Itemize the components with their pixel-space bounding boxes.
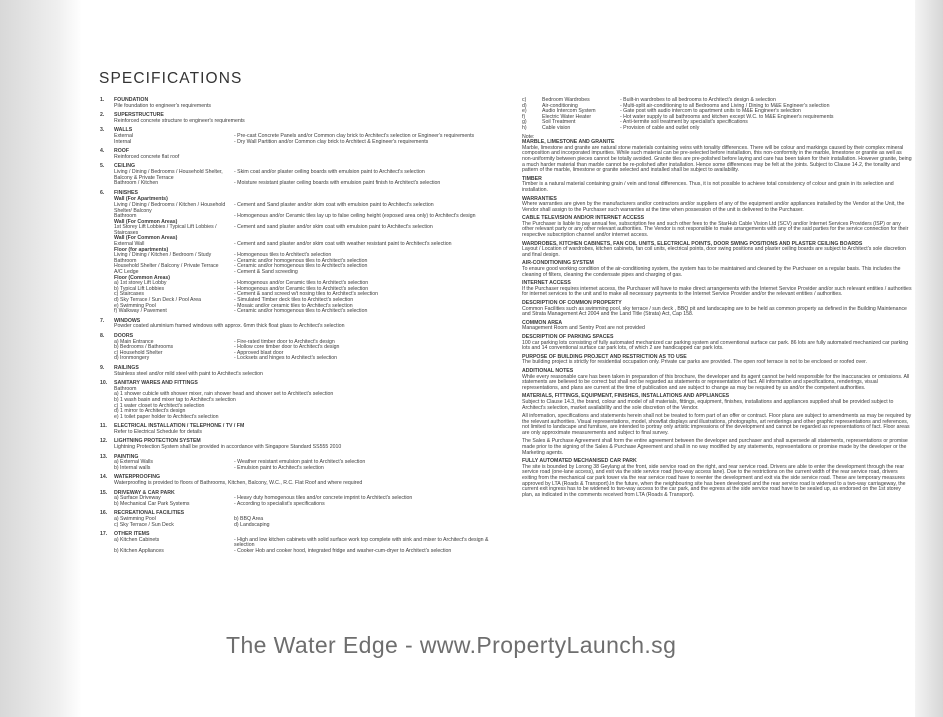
spec-row-label: Living / Dining / Bedrooms / Kitchen / Household Shelter/ Balcony [114, 201, 226, 214]
spec-row-label: b) Kitchen Appliances [114, 547, 164, 554]
spec-row-value: d) Landscaping [234, 521, 270, 528]
note-heading: FULLY AUTOMATED MECHANISED CAR PARK [522, 458, 637, 465]
spec-rows [100, 538, 510, 555]
note-text: If the Purchaser requires internet access, the Purchaser will have to make direct arrangements with the Internet Service Provider and/or such relevant entities / authorities for internet services to the unit and to make all necessary payments to the Internet Service Provider and/or the relevant entities / authorities. [522, 285, 912, 298]
other-item-letter: d) [522, 102, 527, 109]
spec-row-label: a) 1st storey Lift Lobby [114, 280, 167, 287]
note-text: Where warranties are given by the manufacturers and/or contractors and/or suppliers of any of the equipment and/or appliances installed by the Vendor at the Unit, the Vendor shall assign to the Purchaser such warranties at the time when possession of the unit is delivered to the Purchaser. [522, 201, 905, 213]
spec-text: Refer to Electrical Schedule for details [114, 428, 202, 435]
spec-text: Lightning Protection System shall be provided in accordance with Singapore Standard SS555 2010 [114, 444, 342, 451]
spec-row-value: - Locksets and hinges to Architect's selection [234, 355, 338, 362]
spec-rows [100, 340, 510, 362]
other-item-value: - Gate post with audio intercom to apartment units to M&E Engineer's selection [620, 108, 801, 115]
spec-row-value: - Heavy duty homogenous tiles and/or concrete imprint to Architect's selection [234, 495, 413, 502]
spec-number: 16. [100, 510, 108, 517]
spec-item [100, 98, 510, 109]
spec-row-value: - Homogenous and/or Ceramic tiles lay up to false ceiling height (exposed area only) to Architect's design [234, 213, 476, 220]
other-item-value: - Anti-termite soil treatment by specialist's specifications [620, 119, 748, 126]
spec-row-label: c) Sky Terrace / Sun Deck [114, 521, 174, 528]
note-text: Subject to Clause 14.3, the brand, colour and model of all materials, fittings, equipment, finishes, installations and appliances supplied shall be provided subject to Architect's selection, market availability and the sole discretion of the Vendor. [522, 398, 894, 411]
spec-number: 13. [100, 453, 108, 460]
spec-title: ELECTRICAL INSTALLATION / TELEPHONE / TV / FM [114, 423, 245, 430]
spec-text: Reinforced concrete flat roof [114, 153, 180, 160]
spec-row-value: - Weather resistant emulsion paint to Architect's selection [234, 459, 366, 466]
spec-row-label: a) Surface Driveway [114, 495, 161, 502]
spec-row-label: e) Swimming Pool [114, 302, 156, 309]
note-heading: AIR-CONDITIONING SYSTEM [522, 260, 594, 267]
specifications-left-column [100, 98, 510, 559]
note-text: Timber is a natural material containing grain / vein and tonal differences. Thus, it is not possible to achieve total consistency of colour and grain in its selection and installation. [522, 181, 894, 193]
spec-subheading: Wall (For Apartments) [114, 196, 168, 203]
spec-row-value: - Pre-cast Concrete Panels and/or Common clay brick to Architect's selection or Engineer's requirements [234, 132, 475, 139]
spec-item [100, 164, 510, 186]
spec-row-value: - Hollow core timber door to Architect's design [234, 344, 340, 351]
spec-rows [100, 460, 510, 471]
spec-row-label: Bathroom / Kitchen [114, 180, 159, 187]
spec-row [114, 502, 510, 508]
spec-number: 3. [100, 127, 105, 134]
page-title: SPECIFICATIONS [99, 70, 243, 87]
spec-item [100, 475, 510, 486]
note-text: 100 car parking lots consisting of fully automated mechanized car parking system and conventional surface car park. 86 lots are fully automated mechanized car parking lots and 14 conventional surface car park lots, of which 2 are handicapped car park lots. [522, 339, 909, 352]
notes-sections [522, 140, 912, 498]
note-text: Marble, limestone and granite are natural stone materials containing veins with tonality differences. There will be colour and markings caused by their complex mineral composition and incorporated impurities. While such material can be pre-selected before installation, this non-conformity in the marble, limestone or granite as well as non-uniformity between pieces cannot be totally avoided. Granite tiles are pre-polished before laying and care has been taken for their installation. However granite, being a much harder material than marble cannot be re-polished after installation. Hence some differences may be felt at the joints. Subject to Clause 14.2, the tonality and pattern of the marble, limestone or granite selected and installed shall be subject to availability. [522, 144, 912, 174]
note-section [522, 459, 912, 498]
spec-row-value: - Mosaic and/or ceramic tiles to Architect's selection [234, 302, 353, 309]
spec-rows [100, 203, 510, 315]
spec-row-label: c) Staircases [114, 291, 144, 298]
spec-number: 11. [100, 423, 107, 430]
note-heading: TIMBER [522, 175, 542, 182]
spec-row-label: b) Internal walls [114, 464, 151, 471]
spec-number: 10. [100, 380, 108, 387]
spec-text: Powder coated aluminium framed windows with approx. 6mm thick float glass to Architect's selection [114, 323, 345, 330]
spec-row-value: - Cement and Sand plaster and/or skim coat with emulsion paint to Architect's selection [234, 201, 434, 208]
spec-row-value: - Homogenous tiles to Architect's selection [234, 252, 332, 259]
note-section [522, 140, 912, 174]
spec-row-value: - Cement and sand plaster and/or skim coat with emulsion paint to Architect's selection [234, 224, 433, 231]
note-section [522, 177, 912, 194]
spec-row-value: - Ceramic and/or homogenous tiles to Architect's selection [234, 263, 368, 270]
spec-row [114, 181, 510, 187]
spec-row-label: Living / Dining / Bedrooms / Household Shelter, Balcony & Private Terrace [114, 168, 223, 181]
spec-title: SANITARY WARES AND FITTINGS [114, 380, 198, 387]
other-item-value: - Provision of cable and outlet only [620, 124, 700, 131]
spec-item [100, 191, 510, 315]
spec-item [100, 439, 510, 450]
spec-number: 4. [100, 148, 105, 155]
spec-item [100, 455, 510, 472]
spec-number: 17. [100, 531, 108, 538]
spec-row-label: Internal [114, 138, 132, 145]
note-text: All information, specifications and statements herein shall not be treated to form part of an offer or contract. Floor plans are subject to amendments as may be required by the relevant authorities. Visual representations, model, showflat displays and illustrations, photographs, art renderings and other graphic representations and references, not limited to landscape and furniture, are intended to portray only artistic impressions of the development and cannot be regarded as representations of fact. Floor areas are only approximate measurements and subject to final survey. [522, 413, 912, 436]
spec-title: RAILINGS [114, 364, 139, 371]
note-section [522, 414, 912, 436]
note-heading: WARDROBES, KITCHEN CABINETS, FAN COIL UNITS, ELECTRICAL POINTS, DOOR SWING POSITIONS AND PLASTER CEILING BOARDS [522, 240, 863, 247]
spec-number: 1. [100, 97, 105, 103]
note-text: The Sales & Purchase Agreement shall form the entire agreement between the developer and purchaser and shall supersede all statements, representations or promise made prior to the signing of the Sales & Purchase Agreement and shall in no way modified by any statements, representations or promise made by the developer or the Marketing agents. [522, 438, 908, 456]
spec-row-value: - High and low kitchen cabinets with solid surface work top complete with sink and mixer to Architect's design & selection [234, 536, 489, 549]
note-heading: MATERIALS, FITTINGS, EQUIPMENT, FINISHES, INSTALLATIONS AND APPLIANCES [522, 393, 730, 400]
other-item-letter: h) [522, 124, 527, 131]
spec-text: Pile foundation to engineer's requirements [114, 102, 212, 109]
spec-row-label: d) Sky Terrace / Sun Deck / Pool Area [114, 297, 201, 303]
spec-row-value: - Emulsion paint to Architect's selection [234, 464, 324, 471]
spec-row-value: - Cement & sand screed w/t nosing tiles to Architect's selection [234, 291, 379, 298]
other-item-row [522, 126, 912, 132]
spec-number: 2. [100, 112, 105, 119]
spec-row-label: A/C Ledge [114, 269, 139, 276]
spec-row-label: a) Swimming Pool [114, 516, 156, 522]
note-section [522, 335, 912, 352]
spec-row-value: - According to specialist's specifications [234, 500, 325, 507]
spec-rows [100, 517, 510, 528]
spec-item [100, 334, 510, 362]
spec-row-value: - Skim coat and/or plaster ceiling boards with emulsion paint to Architect's selection [234, 168, 425, 175]
scan-shadow-right [915, 0, 943, 717]
note-heading: DESCRIPTION OF PARKING SPACES [522, 333, 614, 340]
note-section [522, 242, 912, 259]
note-section [522, 355, 912, 366]
spec-number: 7. [100, 317, 105, 324]
spec-row-label: Household Shelter / Balcony / Private Terrace [114, 263, 219, 270]
spec-title: WATERPROOFING [114, 474, 161, 481]
other-item-label: Air-conditioning [542, 102, 578, 109]
other-item-label: Audio Intercom System [542, 108, 596, 115]
spec-title: WALLS [114, 127, 133, 134]
spec-title: DOORS [114, 332, 134, 339]
spec-number: 8. [100, 332, 105, 339]
other-item-letter: f) [522, 113, 526, 120]
spec-row [114, 356, 510, 362]
spec-row-value: - Cooker Hob and cooker hood, integrated fridge and washer-cum-dryer to Architect's selection [234, 547, 452, 554]
spec-row-label: Wall (For Common Areas) [114, 218, 178, 225]
note-text: Layout / Location of wardrobes, kitchen cabinets, fan coil units, electrical points, door swing positions and plaster ceiling boards are subject to Architect's sole discretion and final design. [522, 246, 906, 258]
spec-item [100, 149, 510, 160]
spec-row-value: - Simulated Timber deck tiles to Architect's selection [234, 297, 354, 303]
spec-row-value: - Moisture resistant plaster ceiling boards with emulsion paint finish to Architect's selection [234, 180, 441, 187]
footer-watermark: The Water Edge - www.PropertyLaunch.sg [226, 632, 677, 658]
spec-title: ROOF [114, 148, 129, 155]
spec-row-label: b) Typical Lift Lobbies [114, 285, 165, 292]
note-heading: MARBLE, LIMESTONE AND GRANITE [522, 139, 615, 146]
spec-title: PAINTING [114, 453, 139, 460]
spec-row-label: Bathroom [114, 257, 137, 264]
spec-title: DRIVEWAY & CAR PARK [114, 489, 175, 496]
note-heading: INTERNET ACCESS [522, 280, 571, 287]
spec-row-value: - Homogenous and/or Ceramic tiles to Architect's selection [234, 280, 369, 287]
note-label: Note: [522, 133, 535, 140]
note-section [522, 261, 912, 278]
spec-row-label: Living / Dining / Kitchen / Bedroom / Study [114, 252, 212, 259]
other-item-label: Electric Water Heater [542, 113, 592, 120]
spec-item [100, 381, 510, 420]
spec-item [100, 532, 510, 554]
other-item-letter: c) [522, 97, 527, 103]
spec-row [114, 140, 510, 146]
spec-row-label: a) External Walls [114, 459, 154, 466]
spec-row-label: External [114, 132, 134, 139]
note-section [522, 394, 912, 411]
note-section [522, 369, 912, 391]
spec-rows [100, 134, 510, 145]
other-item-letter: g) [522, 119, 527, 126]
spec-title: WINDOWS [114, 317, 141, 324]
note-text: The site is bounded by Lorong 38 Geylang at the front, side service road on the right, and rear service road. Drivers are able to enter the development through the rear service road (one-lane access), and exit via the side service road (two-way access lane). Due to the restrictions on the current width of the rear service road, drivers exiting from the mechanical car park tower via the rear service road have to reenter the development and exit via the side service road. These are temporary measures approved by LTA (Roads & Transport).In the future, when the neighbouring site has been developed and the rear service road is widened to a two-way carriageway, the current exit ingress has to be widened to two-way access to the car park, and the egress at the side service road have to be sealed up, as endorsed on the 1st storey plan, as indicated in the comments received from LTA (Roads & Transport). [522, 463, 906, 498]
spec-row-value: - Ceramic and/or homogenous tiles to Architect's selection [234, 257, 368, 264]
spec-row-label: c) Household Shelter [114, 349, 163, 356]
spec-number: 9. [100, 364, 105, 371]
spec-number: 5. [100, 163, 105, 170]
spec-row-label: d) Ironmongery [114, 355, 150, 362]
scan-shadow-left [0, 0, 82, 717]
other-item-letter: e) [522, 108, 527, 115]
spec-row-label: Wall (For Common Areas) [114, 235, 178, 242]
spec-rows [100, 170, 510, 187]
other-item-value: - Multi-split air-conditioning to all Bedrooms and Living / Dining to M&E Engineer's selection [620, 102, 830, 109]
spec-title: CEILING [114, 163, 136, 170]
note-text: The building project is strictly for residential occupation only. Private car parks are provided. The open roof terrace is not to be enclosed or roofed over. [522, 359, 867, 366]
note-heading: WARRANTIES [522, 195, 557, 202]
note-text: To ensure good working condition of the air-conditioning system, the system has to be maintained and cleaned by the Purchaser on a regular basis. This includes the cleaning of filters, cleaning the condensate pipes and charging of gas. [522, 266, 901, 278]
note-text: Management Room and Sentry Post are not provided [522, 325, 645, 332]
other-item-value: - Built-in wardrobes to all bedrooms to Architect's design & selection [620, 97, 776, 103]
note-heading: COMMON AREA [522, 319, 563, 326]
other-item-value: - Hot water supply to all bathrooms and kitchen except W.C. to M&E Engineer's requirements [620, 113, 834, 120]
note-section [522, 321, 912, 332]
spec-row-value: - Fire-rated timber door to Architect's design [234, 338, 335, 345]
spec-item [100, 113, 510, 124]
note-heading: CABLE TELEVISION AND/OR INTERNET ACCESS [522, 215, 645, 222]
spec-number: 14. [100, 474, 108, 481]
spec-row [114, 309, 510, 315]
spec-title: SUPERSTRUCTURE [114, 112, 164, 119]
spec-row-value: - Ceramic and/or homogenous tiles to Architect's selection [234, 308, 368, 315]
other-items-continued [522, 98, 912, 132]
spec-item [100, 366, 510, 377]
note-heading: ADDITIONAL NOTES [522, 367, 574, 374]
spec-item [100, 128, 510, 145]
spec-row-value: - Approved blast door [234, 349, 284, 356]
spec-item [100, 491, 510, 508]
spec-row-label: Bathroom [114, 213, 137, 220]
spec-row-value: - Cement & Sand screeding [234, 269, 298, 276]
note-section [522, 281, 912, 298]
note-section [522, 216, 912, 238]
spec-number: 6. [100, 189, 105, 196]
spec-row-label: a) Main Entrance [114, 338, 154, 345]
spec-row-label: b) Mechanical Car Park Systems [114, 500, 190, 507]
note-section [522, 439, 912, 456]
spec-row-value: b) BBQ Area [234, 516, 264, 522]
spec-text: Reinforced concrete structure to engineer's requirements [114, 117, 245, 124]
other-item-label: Bedroom Wardrobes [542, 97, 590, 103]
spec-title: LIGHTNING PROTECTION SYSTEM [114, 438, 201, 445]
spec-row [114, 523, 510, 529]
spec-text: Waterproofing is provided to floors of Bathrooms, Kitchen, Balcony, W.C., R.C. Flat Roof and where required [114, 480, 363, 487]
note-heading: PURPOSE OF BUILDING PROJECT AND RESTRICTION AS TO USE [522, 353, 687, 360]
note-text: While every reasonable care has been taken in preparation of this brochure, the developer and its agent cannot be held responsible for the inaccuracies or omissions. All statements are believed to be correct but shall not be regarded as statements or representation of fact. All information and specifications, renderings, visual representations, and plans are current at the time of publication and are subject to change as may be required by us and/or the competent authorities. [522, 373, 910, 391]
spec-row-label: 1st Storey Lift Lobbies / Typical Lift Lobbies / Staircases [114, 224, 217, 236]
spec-row-value: - Cement and sand plaster and/or skim coat with weather resistant paint to Architect's selection [234, 241, 452, 248]
specifications-right-column [522, 98, 912, 501]
spec-row-label: Floor (Common Areas) [114, 274, 171, 281]
note-section [522, 197, 912, 214]
other-item-label: Soil Treatment [542, 119, 576, 126]
spec-title: RECREATIONAL FACILITIES [114, 510, 185, 517]
spec-row-value: - Dry Wall Partition and/or Common clay brick to Architect & Engineer's requirements [234, 138, 429, 145]
spec-item [100, 424, 510, 435]
spec-row-label: f) Walkway / Pavement [114, 308, 167, 315]
note-text: Common Facilities such as swimming pool, sky terrace / sun deck , BBQ pit and landscaping are to be held as common property as defined in the Building Maintenance and Strata Management Act 2004 and the Land Title (Strata) Act, Cap 158. [522, 305, 907, 318]
spec-row-label: Floor (for apartments) [114, 246, 169, 253]
spec-title: FINISHES [114, 189, 138, 196]
spec-item [100, 511, 510, 528]
note-heading: DESCRIPTION OF COMMON PROPERTY [522, 300, 622, 306]
note-section [522, 301, 912, 318]
spec-number: 12. [100, 438, 108, 445]
spec-row-value: - Homogenous and/or Ceramic tiles to Architect's selection [234, 285, 369, 292]
spec-item [100, 319, 510, 330]
spec-row-label: a) Kitchen Cabinets [114, 536, 160, 543]
spec-row-label: External Wall [114, 241, 145, 248]
spec-row-label: b) Bedrooms / Bathrooms [114, 344, 174, 351]
spec-text: Stainless steel and/or mild steel with paint to Architect's selection [114, 370, 263, 377]
spec-title: FOUNDATION [114, 97, 149, 103]
other-item-label: Cable vision [542, 124, 571, 131]
spec-row [114, 466, 510, 472]
spec-text: Bathroom a) 1 shower cubicle with shower mixer, rain shower head and shower set to Architect's selection b) 1 wash basin and mixer tap to Architect's selection c) 1 water closet to Architect's selection d) 1 mirror to Architect's design e) 1 toilet paper holder to Architect's selection [114, 385, 334, 420]
spec-rows [100, 496, 510, 507]
spec-number: 15. [100, 489, 108, 496]
spec-title: OTHER ITEMS [114, 531, 150, 538]
spec-row [114, 549, 510, 555]
note-text: The Purchaser is liable to pay annual fee, subscription fee and such other fees to the StarHub Cable Vision Ltd (SCV) and/or Internet Services Providers (ISP) or any other relevant party or any other relevant authorities. The Vendor is not responsible to make arrangements with any of the said parties for the service connection for their respective subscription channel and/or internet access. [522, 220, 909, 239]
